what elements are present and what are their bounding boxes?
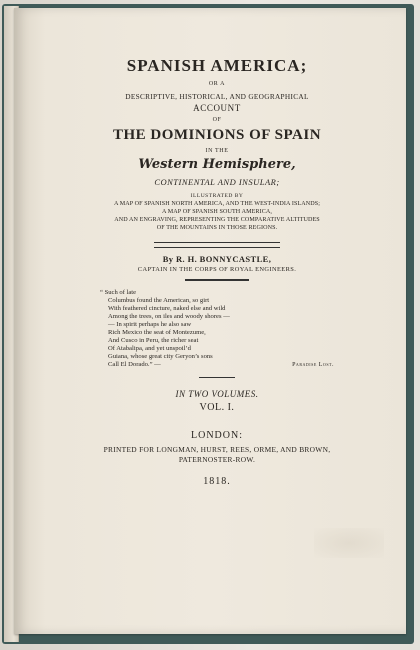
imprint-year: 1818. (203, 476, 231, 487)
account-text: ACCOUNT (193, 103, 241, 113)
author-name: By R. H. BONNYCASTLE, (162, 254, 272, 264)
paper-stain (314, 528, 384, 558)
illustrated-by-text: ILLUSTRATED BY (190, 193, 244, 199)
continental-subtitle: CONTINENTAL AND INSULAR; (154, 177, 280, 187)
dominions-title: THE DOMINIONS OF SPAIN (112, 127, 322, 143)
epigraph-line: “ Such of late (100, 289, 137, 296)
short-rule (199, 377, 235, 378)
volume-number: VOL. I. (199, 402, 235, 413)
book-title: SPANISH AMERICA; (126, 56, 308, 75)
imprint-city: LONDON: (191, 430, 243, 441)
epigraph-attribution: Paradise Lost. (292, 362, 334, 368)
epigraph-line: Rich Mexico the seat of Montezume, (108, 329, 206, 336)
or-a-text: OR A (208, 81, 226, 87)
printer-line: PATERNOSTER-ROW. (178, 455, 256, 464)
volumes-text: IN TWO VOLUMES. (175, 389, 259, 399)
illustration-line: A MAP OF SPANISH SOUTH AMERICA, (162, 209, 272, 215)
divider-rule (185, 279, 249, 281)
title-page-text (54, 56, 380, 489)
author-title: CAPTAIN IN THE CORPS OF ROYAL ENGINEERS. (137, 266, 297, 273)
printer-line: PRINTED FOR LONGMAN, HURST, REES, ORME, AND BROWN, (103, 445, 331, 454)
in-the-text: IN THE (205, 148, 229, 154)
illustration-line: AND AN ENGRAVING, REPRESENTING THE COMPARATIVE ALTITUDES (114, 217, 320, 223)
of-text: OF (212, 117, 222, 123)
descriptive-subtitle: DESCRIPTIVE, HISTORICAL, AND GEOGRAPHICAL (125, 92, 309, 101)
imprint-printer (54, 445, 380, 465)
epigraph-line: — In spirit perhaps he also saw (108, 321, 192, 328)
hemisphere-title: Western Hemisphere, (138, 157, 296, 172)
epigraph-line: Of Atabalipa, and yet unspoil’d (108, 345, 191, 352)
epigraph-line: Call El Dorado.” — (108, 361, 161, 368)
illustrations-list (54, 200, 380, 232)
illustration-line: A MAP OF SPANISH NORTH AMERICA, AND THE WEST-INDIA ISLANDS; (113, 201, 321, 207)
epigraph-line: And Cusco in Peru, the richer seat (108, 337, 199, 344)
title-page (14, 8, 406, 634)
illustration-line: OF THE MOUNTAINS IN THOSE REGIONS. (156, 225, 278, 231)
epigraph-line: Columbus found the American, so girt (108, 297, 210, 304)
double-rule (154, 242, 280, 248)
epigraph (100, 289, 334, 369)
epigraph-line: Among the trees, on iles and woody shores — (108, 313, 230, 320)
epigraph-line: Guiana, whose great city Geryon’s sons (108, 353, 213, 360)
epigraph-line: With feathered cincture, naked else and wild (108, 305, 226, 312)
